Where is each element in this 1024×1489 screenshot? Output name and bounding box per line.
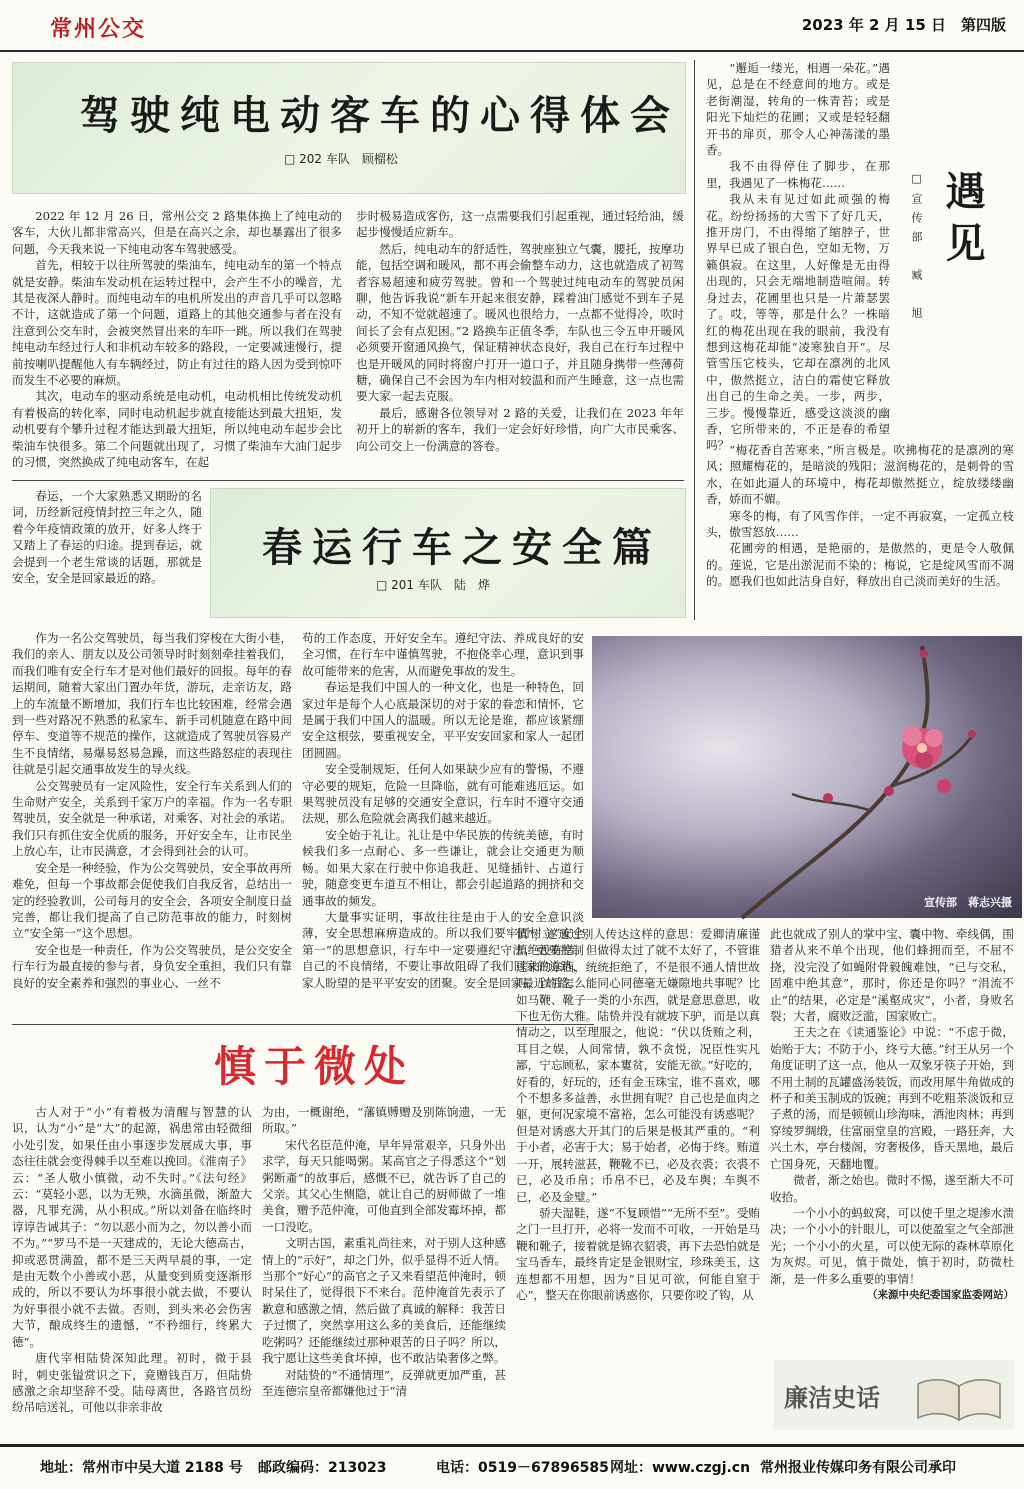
article-yujian-title: 遇见 [939,170,986,274]
paragraph: 文明古国，素重礼尚往来，对于别人这种感情上的“示好”，却之门外，似乎显得不近人情。当那个“好心”的高官之子又来看望范仲淹时，顿时呆住了，觉得很下不来台。范仲淹首先表示了歉意和感激之情，然后做了真诚的解释：我苦日子过惯了，突然享用这么多的美食后，还能继续吃粥吗？还能继续过那种艰苦的日子吗？所以，我宁愿让这些美食坏掉，也不敢沾染奢侈之弊。 [262,1236,506,1366]
paragraph: 2022 年 12 月 26 日，常州公交 2 路集体换上了纯电动的客车，大伙儿都非常高兴，但是在高兴之余，却也暴露出了很多问题，今天我来说一下纯电动客车驾驶感受。 [12,209,342,256]
paragraph: 大量事实证明，事故往往是由于人的安全意识淡薄，安全思想麻痹造成的。所以我们要牢固树立“安全第一”的思想意识，行车中一定要遵纪守法，更要控制自己的不良情绪，不要让事故阻碍了我们回家的道路，家人盼望的是平平安安的团聚。安全是回家最近的路。 [302,909,584,990]
article2-title: 春运行车之安全篇 [262,524,662,571]
brand-logo: 常州公交 [50,16,147,42]
paragraph: 苟的工作态度，开好安全车。遵纪守法、养成良好的安全习惯，在行车中谨慎驾驶，不抱侥幸心理，意识到事故可能带来的危害，从而避免事故的发生。 [302,631,584,678]
photo-caption: 宣传部 蒋志兴摄 [924,896,1012,909]
open-book-icon [914,1372,1004,1424]
article2-column [12,630,292,1020]
footer-printer: 常州报业传媒印务有限公司承印 [760,1460,956,1476]
paragraph: 对陆贽的“不通情理”，反弹就更加严重，甚至连德宗皇帝都嫌他过于“清 [262,1367,506,1398]
article1-title: 驾驶纯电动客车的心得体会 [80,92,680,139]
article1-byline: □ 202 车队 顾榴松 [284,152,398,166]
article1-column [356,208,684,476]
paragraph: 花圃旁的相遇，是艳丽的，是傲然的，更是令人敬佩的。莲说，它是出淤泥而不染的；梅说，它是绽风雪而不凋的。愿我们也如此洁身自好，释放出自己淡而美好的生活。 [706,541,1014,589]
footer-address: 地址：常州市中吴大道 2188 号 [40,1460,243,1476]
article-yujian-column [706,442,1014,618]
paragraph: 作为一名公交驾驶员，每当我们穿梭在大街小巷，我们的亲人、朋友以及公司领导时时刻刻牵挂着我们，而我们唯有安全行车才是对他们最好的回报。每年的春运期间，随着大家出门置办年货，游玩，走亲访友，路上的车流量不断增加，我们行车也比较困难，经常会遇到一些对路况不熟悉的私家车、新手司机随意在路中间停车、变道等不规范的操作，这就造成了驾驶员容易产生不良情绪，易爆易怒易急躁，而这些路怒症的表现往往就是引起交通事故发生的导火线。 [12,631,292,777]
paragraph: 慎”，遂通过别人传达这样的意思：爱卿清廉谨慎绝没有错，但做得太过了就不太好了，不管谁送来的东西，统统拒绝了，不是很不通人情世故吗，以后怎么能同心同德毫无嫌隙地共事呢？比如马鞭、靴子一类的小东西，就是意思意思，收下也无伤大雅。陆贽并没有就坡下驴，而是以真情动之，以至理服之，他说：“伏以货贿之利，耳目之娱，人间常情，孰不贪悦，况臣性实凡鄙，宁忘顾私，家本寠贫，安能无欲。”好吃的，好看的，好玩的，还有金玉珠宝，谁不喜欢，哪个不想多多益善，永世拥有呢？自己也是血肉之躯，更何况家境不富裕，怎么可能没有诱惑呢？但是对诱惑大开其门的后果是极其严重的。“利于小者，必害于大；易于始者，必悔于终。贿道一开，展转滋甚，鞭靴不已，必及衣裘；衣裘不已，必及币帛；币帛不已，必及车舆；车舆不已，必及金璧。” [516,927,760,1204]
paragraph: 微者，渐之始也。微时不惕，遂至渐大不可收拾。 [770,1173,1014,1204]
plum-branch-drawing [592,636,1022,918]
paragraph: 古人对于“小”有着极为清醒与智慧的认识，认为“小”是“大”的起源，祸患常由轻微细小处引发，如果任由小事逐步发展成大事，事态往往就会变得棘手以至难以挽回。《淮南子》云：“圣人敬小慎微，动不失时。”《法句经》云：“莫轻小恶，以为无殃，水滴虽微，渐盈大器，凡罪充满，从小积成。”所以刘备在临终时谆谆告诫其子：“勿以恶小而为之，勿以善小而不为。”“罗马不是一天建成的，无论大德高古，抑或恶贯满盈，都不是三天两早晨的事，一定是由无数个小善或小恶，从量变到质变逐渐形成的，所以不要认为坏事很小就去做，不要认为好事很小就不去做。否则，到头来必会伤害大节，酿成终生的遗憾，“不矜细行，终累大德”。 [12,1105,252,1349]
column-label-box [774,1360,1014,1430]
article3-source: （来源中央纪委国家监委网站） [867,1288,1014,1301]
section-divider [12,480,684,481]
article2-column [12,488,202,628]
paragraph: 然后，纯电动车的舒适性，驾驶座独立气囊，腰托，按摩功能，包括空调和暖风，都不再会偷整车动力，这也就造成了初驾者容易超速和疲劳驾驶。曾和一个驾驶过纯电动车的驾驶员闲聊，他告诉我说“新车开起来很安静，踩着油门感觉不到车子晃动，不知不觉就超速了。暖风也很给力，一点都不觉得冷，吹时间长了会有点犯困。”2 路换车正值冬季，车队也三令五申开暖风必须要开窗通风换气，保证精神状态良好，我自己在行车过程中也是开暖风的同时将窗户打开一道口子，并且随身携带一些薄荷糖，确保自己不会因为车内相对较温和而产生睡意，这一点也需要大家一起去克服。 [356,241,684,404]
footer-phone: 电话：0519－67896585 [436,1460,609,1476]
paragraph: 我从未有见过如此顽强的梅花。纷纷扬扬的大雪下了好几天，推开房门，不由得缩了缩脖子，世界早已成了银白色，空如无物，万籁俱寂。在这里，人好像是无由得出现的，只会无端地制造喧闹。转身过去，花圃里也只是一片萧瑟罢了。哎，等等，那是什么？一株暗红的梅花出现在我的眼前，我没有想到这梅花却能“凌寒独自开”。尽管雪压它枝头，它却在凛冽的北风中，傲然挺立，洁白的霜使它释放出自己的生命之美。一步，两步，三步。慢慢靠近，感受这淡淡的幽香，它所带来的，不正是春的希望吗？ [706,192,890,453]
paragraph: 安全始于礼让。礼让是中华民族的传统美德，有时候我们多一点耐心、多一些谦让，就会让交通更为顺畅。如果大家在行驶中你追我赶、见缝插针、占道行驶，随意变更车道互不相让，都会引起道路的拥挤和交通事故的频发。 [302,827,584,908]
paragraph: 首先，相较于以往所驾驶的柴油车，纯电动车的第一个特点就是安静。柴油车发动机在运转过程中，会产生不小的噪音，尤其是夜深人静时。而纯电动车的电机所发出的声音几乎可以忽略不计，这就造成了第一个问题，道路上的其他交通参与者在没有注意到公交车时，会被突然冒出来的车吓一跳。所以我们在驾驶纯电动车经过行人和非机动车较多的路段，一定要减速慢行，提前按喇叭提醒他人有车辆经过，防止有过往的路人因为受到惊吓而发生不必要的麻烦。 [12,258,342,388]
article1-column [12,208,342,476]
paragraph: 我不由得停住了脚步，在那里，我遇见了一株梅花…… [706,159,890,190]
footer [0,1444,1024,1489]
article-yujian-column [706,60,890,453]
paragraph: 春运是我们中国人的一种文化，也是一种特色，回家过年是每个人心底最深切的对于家的眷恋和情怀，它是属于我们中国人的温暖。所以无论是谁，都应该紧绷安全这根弦，要重视安全，平平安安回家和家人一起团团圆圆。 [302,680,584,760]
paragraph: 安全是一种经验，作为公交驾驶员，安全事故再所难免，但每一个事故都会促使我们自我反省，总结出一定的经验教训，公司每月的安全会，各项安全制度日益完善，都让我们提高了自己防范事故的能力，时刻树立“安全第一”这个思想。 [12,860,292,941]
paragraph: “梅花香自苦寒来，”所言极是。吹拂梅花的是凛冽的寒风；照耀梅花的，是暗淡的残阳；滋润梅花的，是刺骨的雪水，在如此逼人的环境中，梅花却傲然挺立，绽放缕缕幽香，娇而不媚。 [706,443,1014,507]
article3-column [770,926,1014,1354]
column-divider [694,60,695,620]
paragraph: 安全受制规矩，任何人如果缺少应有的警惕，不遵守必要的规矩，危险一旦降临，就有可能难逃厄运。如果驾驶员没有足够的交通安全意识，行车时不遵守交通法规，那么危险就会离我们越来越近。 [302,762,584,826]
paragraph: 为由，一概谢绝，“藩镇赙赠及别陈饷遗，一无所取。” [262,1105,506,1136]
plum-blossom-photo [592,636,1022,918]
article3-title: 慎于微处 [214,1042,415,1091]
paragraph: 骄夫湿鞋，遂“不复顾惜”“无所不至”。受贿之门一旦打开，必将一发而不可收，一开始是马鞭和靴子，接着就是锦衣貂裘，再下去恐怕就是宝马香车，最终肯定是金银财宝，珍珠美玉，这连想都不用想，因为“目见可欲，何能自窒于心”，整天在你眼前诱惑你，只要你咬了钩，从 [516,1205,760,1302]
paragraph: 王夫之在《读通鉴论》中说：“不虑于微，始贻于大；不防于小，终亏大德。”纣王从另一个角度证明了这一点，他从一双象牙筷子开始，到不用土制的瓦罐盛汤装饭，而改用犀牛角做成的杯子和美玉制成的饭碗；再到不吃粗茶淡饭和豆子煮的汤，而是顿顿山珍海味，酒池肉林；再到穿绫罗绸缎，住富丽堂皇的宫殿，一路狂奔，大兴土木，亭台楼阁，穷奢极侈，昏天黑地，最后亡国身死，天翻地覆。 [770,1025,1014,1171]
paragraph: 最后，感谢各位领导对 2 路的关爱，让我们在 2023 年年初开上的崭新的客车，我们一定会好好珍惜，向广大市民乘客、向公司交上一份满意的答卷。 [356,405,684,453]
paragraph: 春运，一个大家熟悉又期盼的名词，历经新冠疫情封控三年之久，随着今年疫情政策的放开，好多人终于又踏上了春运的归途。提到春运，就会提到一个老生常谈的话题，那就是安全，安全是回家最近的路。 [12,489,202,586]
paragraph: 其次，电动车的驱动系统是电动机，电动机相比传统发动机有着极高的转化率，同时电动机起步就直接能达到最大扭矩，发动机要有个攀升过程才能达到最大扭矩，所以纯电动车起步会比柴油车快很多。第二个问题就出现了，习惯了柴油车大油门起步的习惯，突然换成了纯电动客车，在起 [12,389,342,470]
paragraph: 步时极易造成客伤，这一点需要我们引起重视，通过轻给油，缓起步慢慢适应新车。 [356,209,684,240]
paragraph: 一个小小的蚂蚁窝，可以使千里之堤渗水溃决；一个小小的针眼儿，可以使盈室之气全部泄光；一个小小的火星，可以使无际的森林草原化为灰烬。可见，慎于微处，慎于初时，防微杜渐，是一件多么重要的事情！ [770,1205,1014,1286]
section-divider [12,1024,594,1025]
footer-postcode: 邮政编码：213023 [258,1460,387,1476]
issue-date: 2023 年 2 月 15 日 第四版 [801,16,1006,34]
paragraph: 安全也是一种责任，作为公交驾驶员，是公交安全行车行为最直接的参与者，身负安全重担，我们只有靠良好的安全素养和强烈的事业心、一丝不 [12,942,292,990]
article3-column [516,926,760,1438]
paragraph: “邂逅一缕光，相遇一朵花。”遇见，总是在不经意间的地方。或是老街潮湿，转角的一株青苔；或是阳光下灿烂的花圃；又或是轻轻翻开书的扉页，那令人心神荡漾的墨香。 [706,61,890,158]
article-yujian-byline: □宣传部 臧 旭 [910,172,923,326]
article2-byline: □ 201 车队 陆 烨 [376,578,490,592]
paragraph: 此也就成了别人的掌中宝、囊中物、牵线偶，围猎者从来不单个出现，他们蜂拥而至，不屈不挠，没完没了如蝇附骨毅魄难蚀，“已与交私，固难中绝其意”，那时，你还是你吗？“涓流不止”的结果，必定是“溪壑成灾”，小者，身败名裂；大者，腐败泛滥，国家败亡。 [770,927,1014,1024]
article3-column [12,1104,252,1438]
paragraph: 唐代宰相陆贽深知此理。初时，微于县时，刺史张镒赏识之下，竟赠钱百万，但陆贽感激之余却坚辞不受。陆母离世，各路官员纷纷吊唁送礼，可他以非亲非故 [12,1351,252,1415]
paragraph: 公交驾驶员有一定风险性，安全行车关系到人们的生命财产安全，关系到千家万户的幸福。作为一名专职驾驶员，安全就是一种承诺，对乘客、对社会的承诺。我们只有抓住安全优质的服务，开好安全车，让市民坐上放心车，让市民满意，才会得到社会的认可。 [12,778,292,859]
article3-column [262,1104,506,1438]
column-label: 廉洁史话 [784,1384,880,1412]
footer-website: 网址：www.czgj.cn [610,1460,751,1476]
paragraph: 宋代名臣范仲淹，早年异常艰辛，只身外出求学，每天只能喝粥。某高官之子得悉这个“划粥断齑”的故事后，感慨不已，就告诉了自己的父亲。其父心生恻隐，就让自己的厨师做了一堆美食，赠予范仲淹，可他直到全部发霉坏掉，都一口没吃。 [262,1137,506,1234]
paragraph: 寒冬的梅，有了风雪作伴，一定不再寂寞，一定孤立枝头，傲雪怒放…… [706,508,1014,540]
masthead [0,0,1024,52]
